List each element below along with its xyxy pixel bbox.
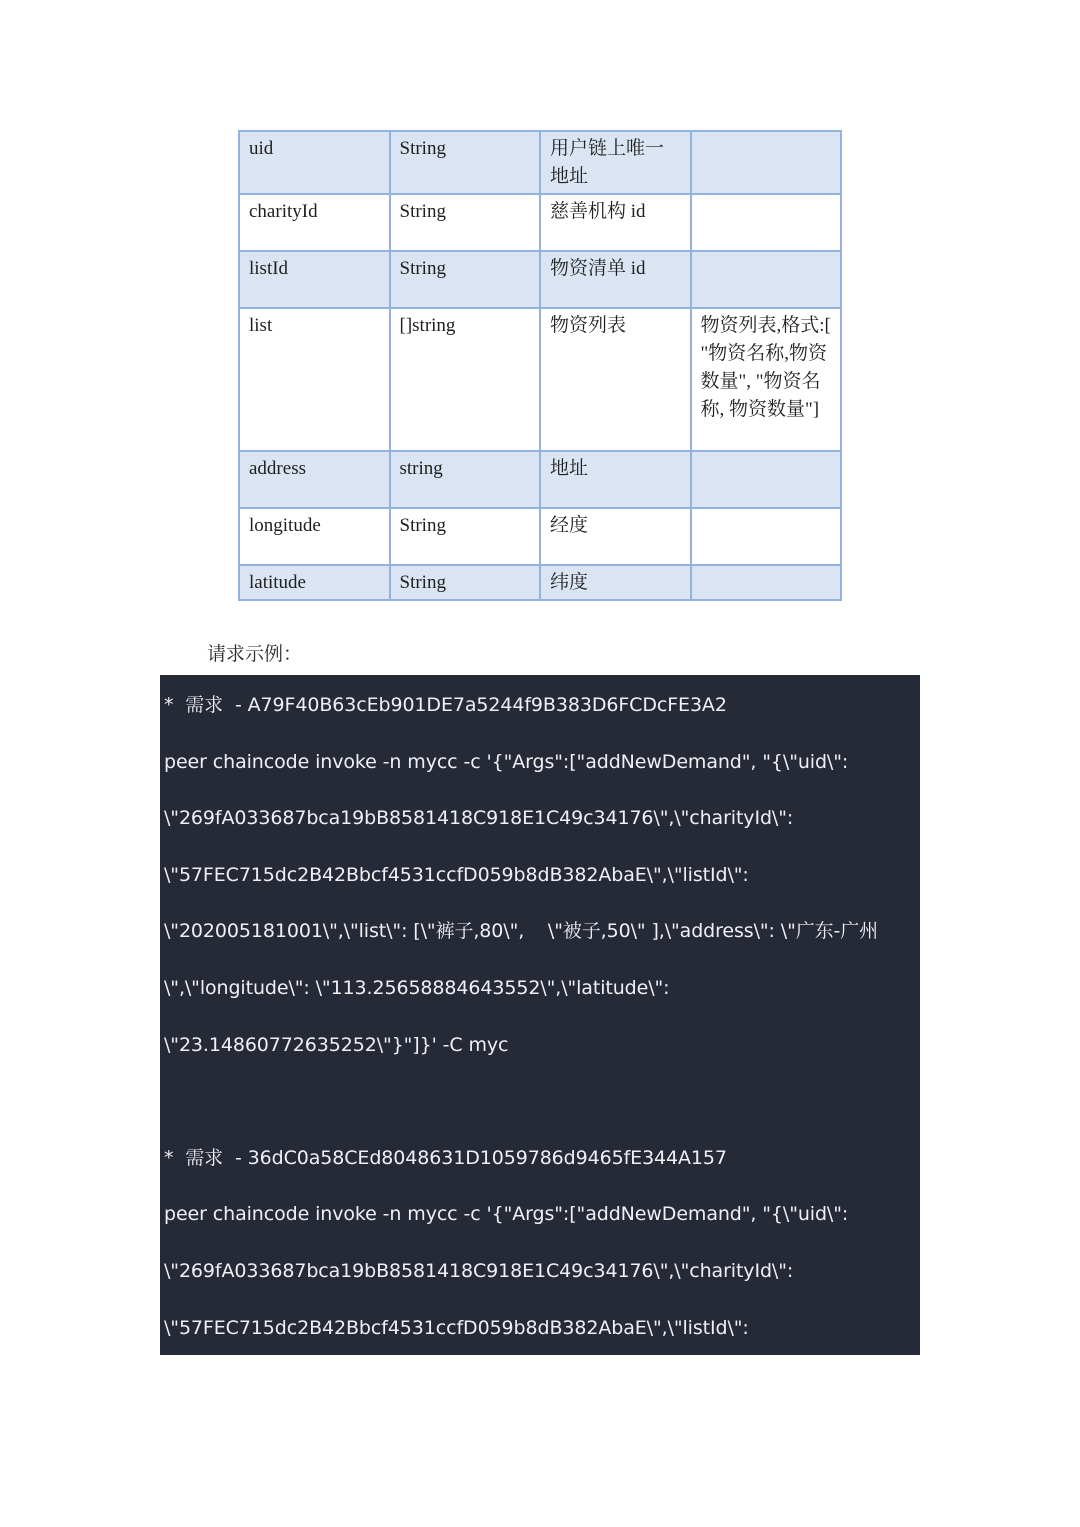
- param-type-cell: String: [390, 194, 541, 251]
- table-row: [239, 308, 841, 451]
- request-example-caption: 请求示例：: [207, 643, 303, 665]
- table-row: [239, 451, 841, 508]
- code-line: \",\"longitude\": \"113.25658884643552\",\"latitude\":: [164, 976, 670, 999]
- code-example-block: [160, 675, 920, 1355]
- table-row: [239, 565, 841, 600]
- parameter-table-body: [239, 131, 841, 600]
- param-desc-cell: 纬度: [540, 565, 691, 600]
- param-type-cell: String: [390, 508, 541, 565]
- param-name-cell: address: [239, 451, 390, 508]
- code-line: \"57FEC715dc2B42Bbcf4531ccfD059b8dB382AbaE\",\"listId\":: [164, 1316, 749, 1339]
- param-name-cell: listId: [239, 251, 390, 308]
- param-type-cell: string: [390, 451, 541, 508]
- param-note-cell: 物资列表,格式:[ "物资名称,物资数量", "物资名称, 物资数量"]: [691, 308, 842, 451]
- code-line: [164, 1087, 920, 1144]
- table-row: [239, 508, 841, 565]
- code-line: \"57FEC715dc2B42Bbcf4531ccfD059b8dB382AbaE\",\"listId\":: [164, 863, 749, 886]
- table-row: [239, 194, 841, 251]
- param-desc-cell: 物资列表: [540, 308, 691, 451]
- param-type-cell: []string: [390, 308, 541, 451]
- code-line: \"269fA033687bca19bB8581418C918E1C49c34176\",\"charityId\":: [164, 807, 794, 830]
- param-name-cell: list: [239, 308, 390, 451]
- param-type-cell: String: [390, 131, 541, 194]
- param-desc-cell: 物资清单 id: [540, 251, 691, 308]
- param-note-cell: [691, 565, 842, 600]
- param-desc-cell: 地址: [540, 451, 691, 508]
- code-line: \"269fA033687bca19bB8581418C918E1C49c34176\",\"charityId\":: [164, 1259, 794, 1282]
- param-note-cell: [691, 508, 842, 565]
- table-row: [239, 131, 841, 194]
- param-name-cell: uid: [239, 131, 390, 194]
- param-note-cell: [691, 451, 842, 508]
- param-type-cell: String: [390, 565, 541, 600]
- code-line: peer chaincode invoke -n mycc -c '{"Args":["addNewDemand", "{\"uid\":: [164, 1203, 849, 1226]
- param-name-cell: latitude: [239, 565, 390, 600]
- param-note-cell: [691, 251, 842, 308]
- parameter-table: [238, 130, 842, 601]
- param-desc-cell: 用户链上唯一地址: [540, 131, 691, 194]
- code-line: \"202005181001\",\"list\": [\"裤子,80\", \"被子,50\" ],\"address\": \"广东-广州: [164, 920, 879, 943]
- param-note-cell: [691, 131, 842, 194]
- param-name-cell: charityId: [239, 194, 390, 251]
- code-line: * 需求 - 36dC0a58CEd8048631D1059786d9465fE344A157: [164, 1146, 727, 1169]
- param-name-cell: longitude: [239, 508, 390, 565]
- code-line: * 需求 - A79F40B63cEb901DE7a5244f9B383D6FCDcFE3A2: [164, 694, 727, 716]
- param-note-cell: [691, 194, 842, 251]
- param-desc-cell: 经度: [540, 508, 691, 565]
- param-type-cell: String: [390, 251, 541, 308]
- code-line: peer chaincode invoke -n mycc -c '{"Args":["addNewDemand", "{\"uid\":: [164, 750, 849, 773]
- code-line: \"23.14860772635252\"}"]}' -C myc: [164, 1033, 509, 1056]
- table-row: [239, 251, 841, 308]
- param-desc-cell: 慈善机构 id: [540, 194, 691, 251]
